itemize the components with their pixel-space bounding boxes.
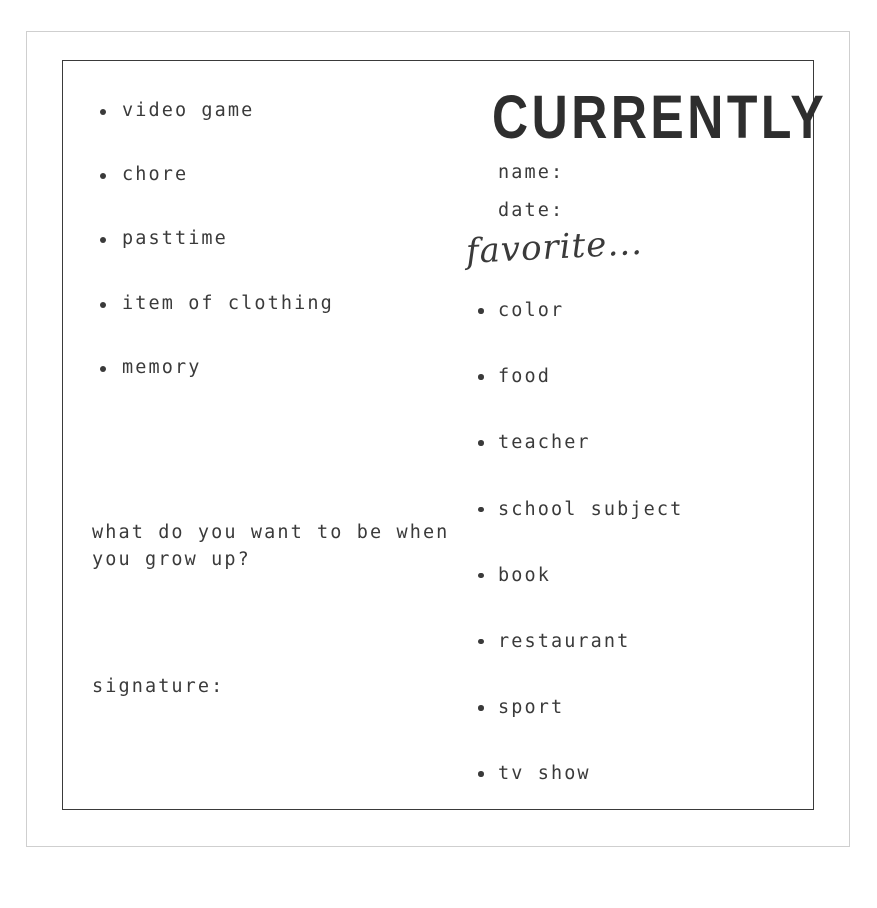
list-item xyxy=(472,565,772,587)
list-item xyxy=(472,300,772,322)
right-column xyxy=(472,300,772,830)
left-item-label: chore xyxy=(122,164,189,186)
left-prompt-list xyxy=(92,100,422,379)
page-title: CURRENTLY xyxy=(492,83,828,152)
list-item xyxy=(472,631,772,653)
grow-up-prompt: what do you want to be when you grow up? xyxy=(92,522,450,570)
favorite-item-label: teacher xyxy=(498,432,591,454)
left-item-label: video game xyxy=(122,100,255,121)
list-item xyxy=(472,499,772,521)
left-column xyxy=(92,100,422,421)
left-item-label: pasttime xyxy=(122,228,228,250)
list-item xyxy=(472,366,772,388)
favorite-item-label: color xyxy=(498,300,565,321)
favorite-item-label: school subject xyxy=(498,498,684,520)
name-label: name: xyxy=(498,162,565,183)
list-item xyxy=(92,228,422,250)
left-item-label: memory xyxy=(122,356,202,378)
favorite-item-label: book xyxy=(498,564,551,586)
favorite-list xyxy=(472,300,772,786)
date-label: date: xyxy=(498,200,565,221)
list-item xyxy=(92,164,422,186)
list-item xyxy=(472,763,772,785)
favorite-item-label: food xyxy=(498,366,551,388)
favorite-item-label: sport xyxy=(498,697,565,719)
favorite-item-label: restaurant xyxy=(498,630,631,652)
left-item-label: item of clothing xyxy=(122,292,334,314)
favorite-item-label: tv show xyxy=(498,763,591,785)
favorite-heading: favorite... xyxy=(464,222,644,272)
list-item xyxy=(92,100,422,122)
list-item xyxy=(92,357,422,379)
signature-label: signature: xyxy=(92,676,225,697)
list-item xyxy=(472,432,772,454)
list-item xyxy=(92,293,422,315)
list-item xyxy=(472,697,772,719)
